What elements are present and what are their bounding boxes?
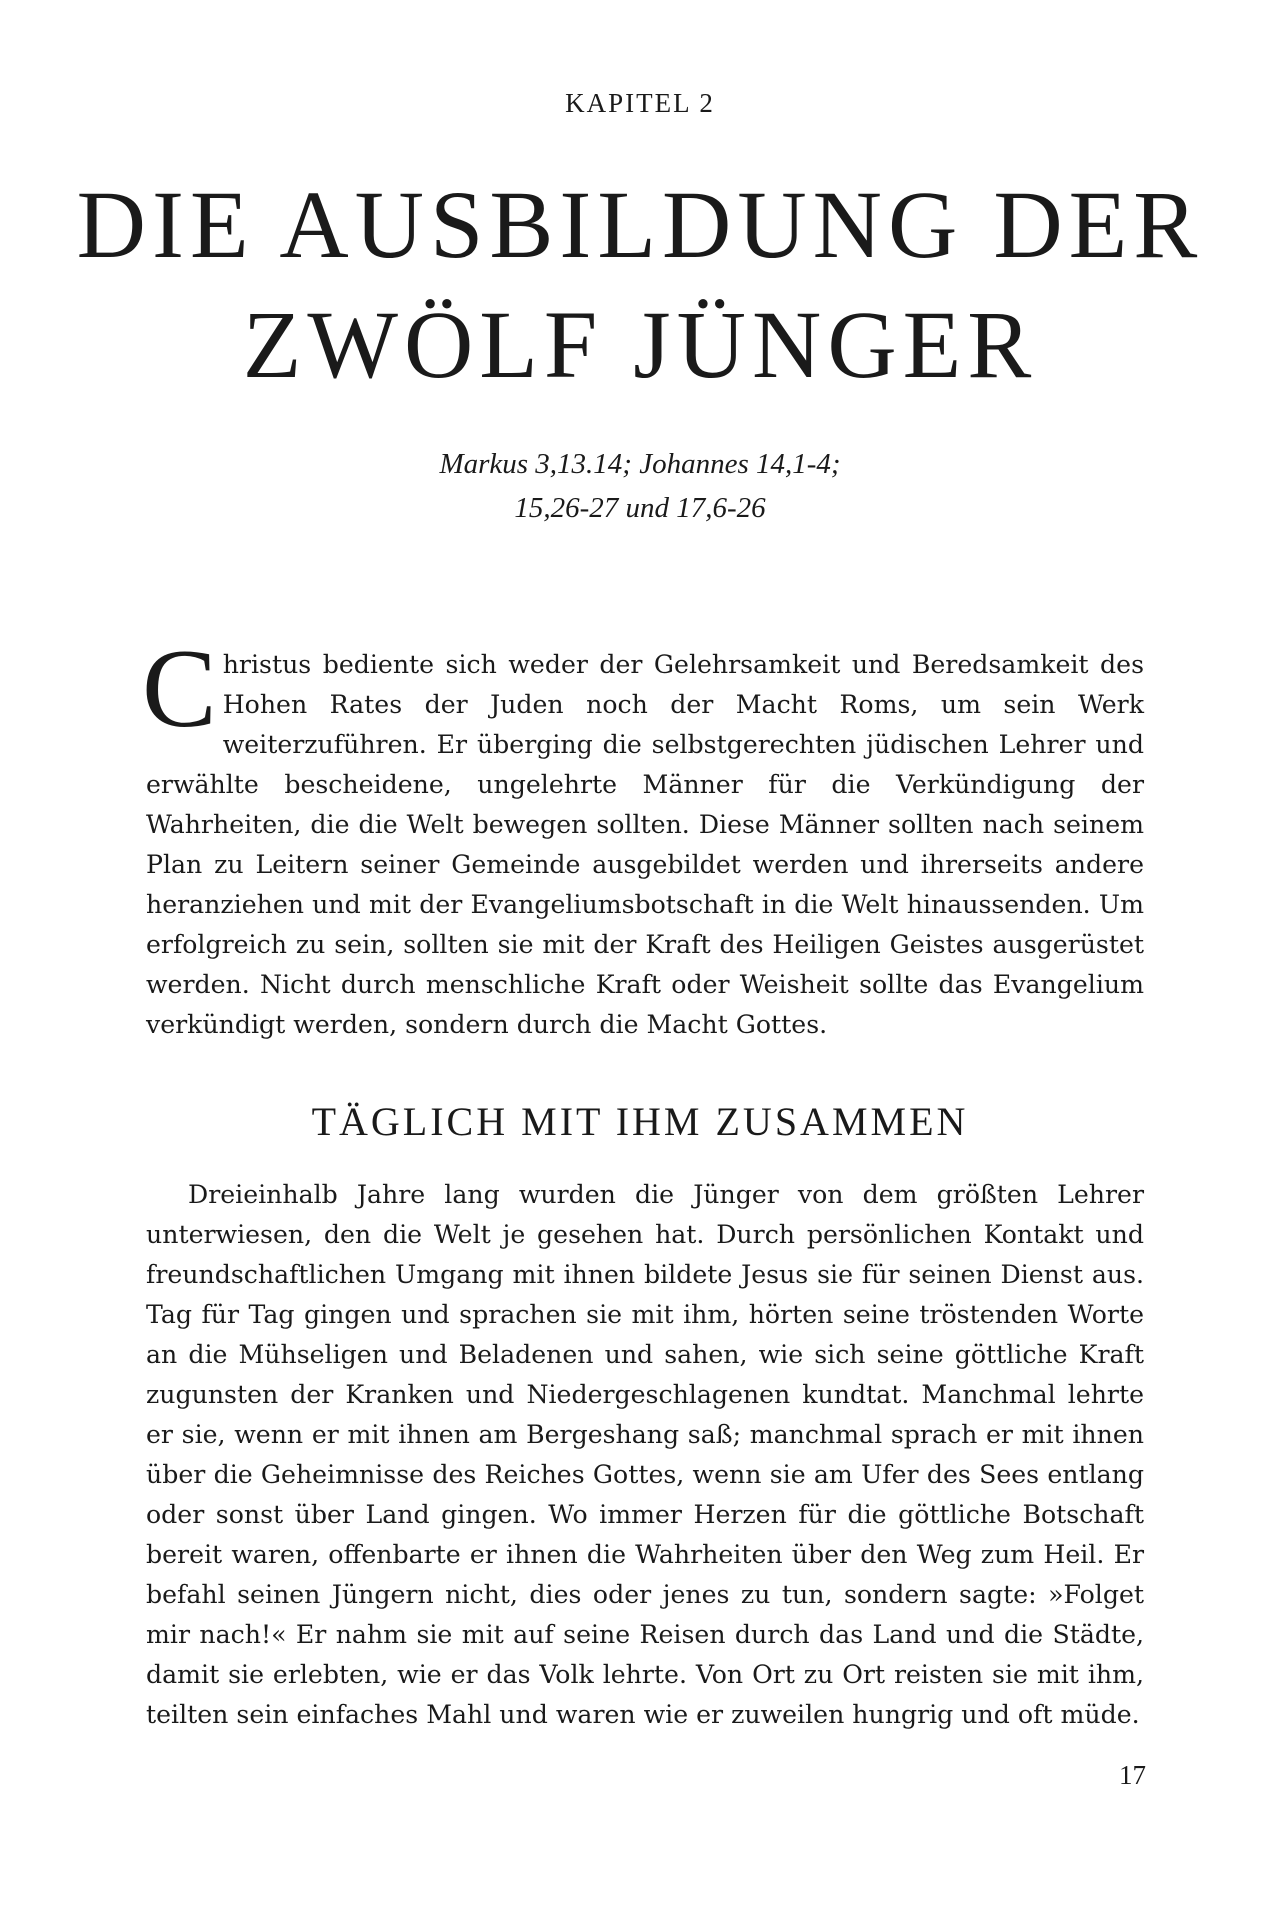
scripture-references-line-2: 15,26-27 und 17,6-26	[514, 492, 766, 524]
chapter-label: KAPITEL 2	[565, 88, 715, 118]
intro-paragraph	[142, 627, 1144, 1045]
chapter-title-line-1: DIE AUSBILDUNG DER	[76, 171, 1204, 278]
drop-cap: C	[142, 627, 217, 751]
chapter-title	[0, 165, 1280, 405]
section-paragraph: Dreieinhalb Jahre lang wurden die Jünger von dem größten Lehrer unterwiesen, den die Welt je gesehen hat. Durch persönlichen Kontakt und freundschaftlichen Umgang mit ihnen bildete Jesus sie für seinen Dienst aus. Tag für Tag gingen und sprachen sie mit ihm, hörten seine tröstenden Worte an die Mühseligen und Beladenen und sahen, wie sich seine göttliche Kraft zugunsten der Kranken und Niedergeschlagenen kundtat. Manchmal lehrte er sie, wenn er mit ihnen am Bergeshang saß; manchmal sprach er mit ihnen über die Geheimnisse des Reiches Gottes, wenn sie am Ufer des Sees entlang oder sonst über Land gingen. Wo immer Herzen für die göttliche Botschaft bereit waren, offenbarte er ihnen die Wahrheiten über den Weg zum Heil. Er befahl seinen Jüngern nicht, dies oder jenes zu tun, sondern sagte: »Folget mir nach!« Er nahm sie mit auf seine Reisen durch das Land und die Städte, damit sie erlebten, wie er das Volk lehrte. Von Ort zu Ort reisten sie mit ihm, teilten sein einfaches Mahl und waren wie er zuweilen hungrig und oft müde.	[146, 1180, 1144, 1729]
chapter-title-line-2: ZWÖLF JÜNGER	[242, 291, 1038, 398]
section-heading: TÄGLICH MIT IHM ZUSAMMEN	[311, 1099, 969, 1144]
intro-paragraph-text: hristus bediente sich weder der Gelehrsamkeit und Beredsamkeit des Hohen Rates der Juden noch der Macht Roms, um sein Werk weiterzuführen. Er überging die selbstgerechten jüdischen Lehrer und erwählte bescheidene, ungelehrte Männer für die Verkündigung der Wahrheiten, die die Welt bewegen sollten. Diese Männer sollten nach seinem Plan zu Leitern seiner Gemeinde ausgebildet werden und ihrerseits andere heranziehen und mit der Evangeliumsbotschaft in die Welt hinaussenden. Um erfolgreich zu sein, sollten sie mit der Kraft des Heiligen Geistes ausgerüstet werden. Nicht durch menschliche Kraft oder Weisheit sollte das Evangelium verkündigt werden, sondern durch die Macht Gottes.	[146, 650, 1144, 1039]
scripture-references-line-1: Markus 3,13.14; Johannes 14,1-4;	[439, 448, 841, 480]
page-number: 17	[1119, 1760, 1146, 1790]
scripture-references	[0, 442, 1280, 530]
